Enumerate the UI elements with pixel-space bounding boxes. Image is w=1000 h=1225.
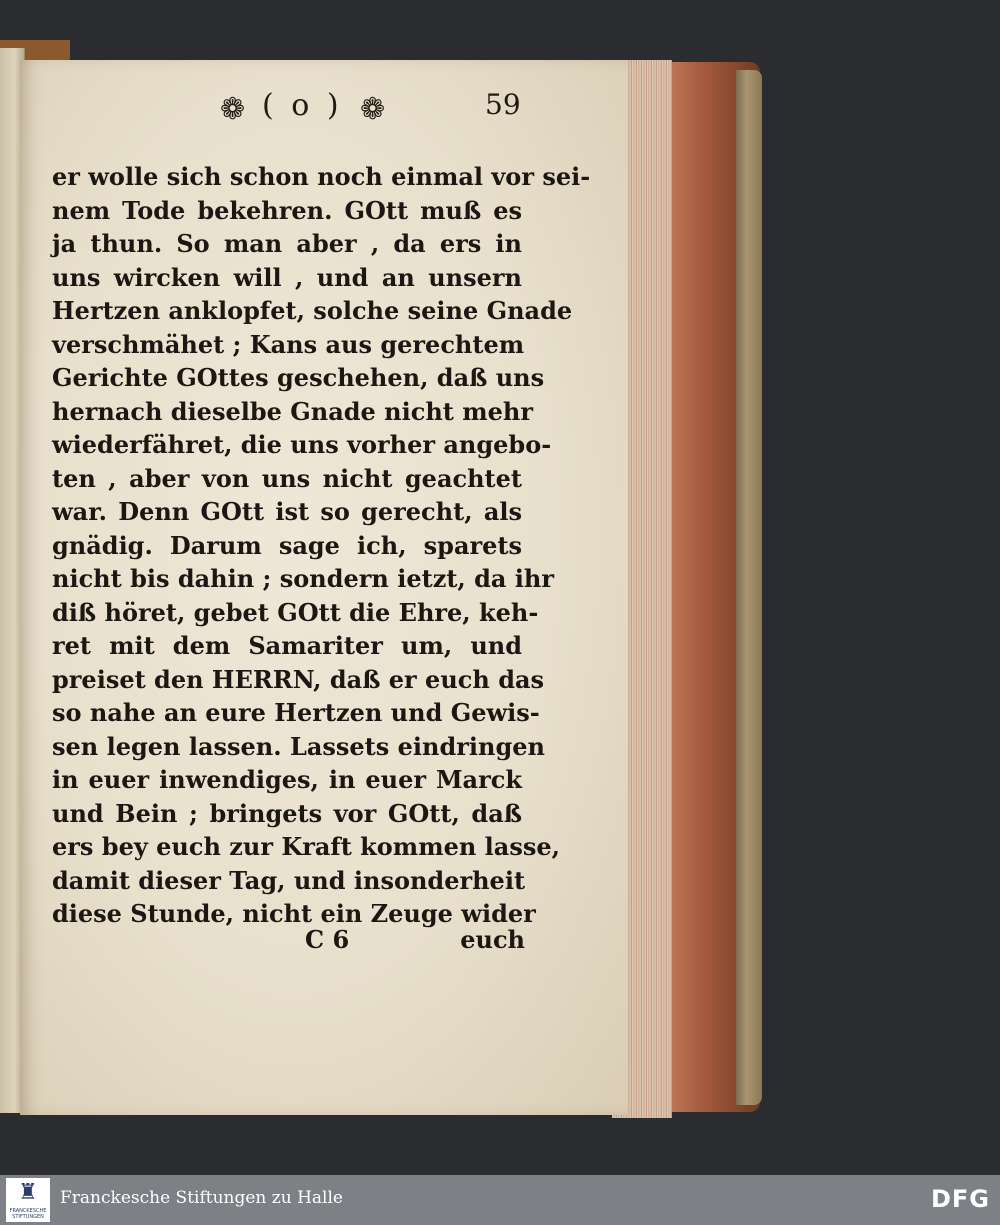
signature-line xyxy=(305,925,525,961)
ornament-left-icon: ❁ xyxy=(220,92,246,127)
text-line: hernach dieselbe Gnade nicht mehr xyxy=(52,396,533,426)
text-line: preiset den HERRN, daß er euch das xyxy=(52,664,545,694)
page-number: 59 xyxy=(485,88,521,121)
text-line: so nahe an eure Hertzen und Gewis- xyxy=(52,698,540,727)
text-line: ers bey euch zur Kraft kommen lasse, xyxy=(52,832,560,861)
signature-mark: C 6 xyxy=(305,925,350,954)
institution-logo[interactable] xyxy=(6,1178,50,1222)
text-line: sen legen lassen. Lassets eindringen xyxy=(52,731,545,761)
text-line: damit dieser Tag, und insonderheit xyxy=(52,865,526,895)
body-text xyxy=(52,160,591,931)
text-line: und Bein ; bringets vor GOtt, daß xyxy=(52,798,522,828)
ornament-right-icon: ❁ xyxy=(360,92,386,127)
text-line: gnädig. Darum sage ich, sparets xyxy=(52,530,522,560)
catchword: euch xyxy=(460,925,525,954)
text-line: diß höret, gebet GOtt die Ehre, keh- xyxy=(52,597,539,627)
text-line: in euer inwendiges, in euer Marck xyxy=(52,765,522,794)
text-line: war. Denn GOtt ist so gerecht, als xyxy=(52,497,522,526)
text-line: Hertzen anklopfet, solche seine Gnade xyxy=(52,296,573,325)
text-line: ret mit dem Samariter um, und xyxy=(52,631,522,660)
text-line: verschmähet ; Kans aus gerechtem xyxy=(52,329,525,359)
header-parens: ( o ) xyxy=(262,88,343,123)
leather-spine xyxy=(736,70,762,1105)
dfg-logo[interactable]: DFG xyxy=(930,1185,990,1213)
text-line: nicht bis dahin ; sondern ietzt, da ihr xyxy=(52,564,555,593)
logo-text: FRANCKESCHE STIFTUNGEN xyxy=(9,1208,47,1220)
text-line: uns wircken will , und an unsern xyxy=(52,262,522,292)
text-line: ja thun. So man aber , da ers in xyxy=(52,229,522,258)
text-line: diese Stunde, nicht ein Zeuge wider xyxy=(52,899,536,928)
text-line: er wolle sich schon noch einmal vor sei- xyxy=(52,162,591,191)
viewer-footer xyxy=(0,1175,1000,1225)
text-line: nem Tode bekehren. GOtt muß es xyxy=(52,195,522,225)
text-line: Gerichte GOttes geschehen, daß uns xyxy=(52,363,545,392)
text-line: ten , aber von uns nicht geachtet xyxy=(52,463,522,493)
institution-name[interactable]: Franckesche Stiftungen zu Halle xyxy=(60,1188,343,1208)
page-header xyxy=(220,88,540,132)
text-line: wiederfähret, die uns vorher angebo- xyxy=(52,430,552,459)
tower-icon: ♜ xyxy=(18,1180,38,1205)
